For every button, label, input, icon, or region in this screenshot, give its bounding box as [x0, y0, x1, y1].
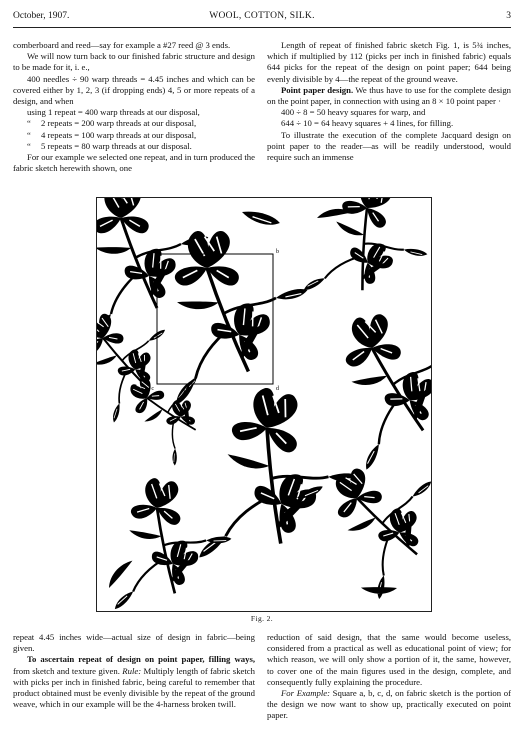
list-item — [13, 118, 255, 129]
corner-label-a: a — [151, 249, 154, 255]
header-rule — [13, 27, 511, 28]
corner-label-b: b — [276, 249, 279, 255]
paragraph-text: Multiply length of fabric sketch with picks per inch in finished fabric, being careful to remember that product obtained must be evenly divisible by the repeat of the ground weave, which in our example will be the 4-harness broken twill. — [13, 665, 256, 710]
rule-label: Rule: — [122, 665, 142, 676]
section-heading: Point paper design. — [281, 84, 354, 95]
repeat-list — [13, 107, 255, 152]
top-left-column — [13, 40, 255, 174]
paragraph — [13, 654, 255, 710]
figure-caption: Fig. 2. — [250, 614, 274, 623]
paragraph: reduction of said design, that the same would become useless, considered from a practical as well as educational point of view; for which reason, we will only show a portion of it, the same, however, to cover one of the main figures used in the design, complete, and consequently fully explaining the procedure. — [267, 632, 511, 687]
paragraph: Length of repeat of finished fabric sketch Fig. 1, is 5¾ inches, which if multiplied by 112 (picks per inch in finished fabric) equals 644 picks for the repeat of the design on point paper; 644 being evenly divisible by 4—the repeat of the ground weave. — [267, 40, 511, 84]
paragraph: comberboard and reed—say for example a #27 reed @ 3 ends. — [13, 40, 231, 50]
paragraph-text: from sketch and texture given. — [13, 665, 123, 676]
running-header — [13, 11, 511, 25]
fabric-sketch-figure — [96, 197, 432, 612]
corner-label-c: c — [151, 386, 154, 392]
paragraph — [267, 85, 511, 107]
header-journal-title: WOOL, COTTON, SILK. — [209, 11, 315, 21]
bottom-left-column — [13, 632, 255, 710]
paragraph: 400 needles ÷ 90 warp threads = 4.45 inches and which can be covered either by 1, 2, 3 (if dropping ends) 4, 5 or more repeats of a design, and when — [13, 73, 255, 107]
ditto-mark: “ — [27, 118, 31, 129]
page-number: 3 — [506, 11, 511, 21]
paragraph: For our example we selected one repeat, and in turn produced the fabric sketch herewith shown, one — [13, 152, 255, 174]
section-heading: To ascertain repeat of design on point paper, filling ways, — [27, 654, 255, 665]
bottom-right-column — [267, 632, 511, 722]
ditto-mark: “ — [27, 129, 31, 140]
formula: 644 ÷ 10 = 64 heavy squares + 4 lines, for filling. — [281, 118, 454, 129]
formula: 400 ÷ 8 = 50 heavy squares for warp, and — [281, 107, 426, 118]
floral-pattern-illustration — [97, 198, 431, 611]
paragraph: To illustrate the execution of the complete Jacquard design on point paper to the reader—as will be readily understood, would require such an immense — [267, 129, 511, 163]
paragraph: repeat 4.45 inches wide—actual size of design in fabric—being given. — [13, 632, 255, 654]
list-item — [13, 130, 255, 141]
corner-label-d: d — [276, 386, 279, 392]
paragraph-text: We thus have to use for the complete design on the point paper, in connection with using an 8 × 10 point paper · — [267, 84, 512, 107]
example-label: For Example: — [281, 688, 330, 699]
list-item-text: 2 repeats = 200 warp threads at our disposal, — [41, 118, 197, 129]
list-item — [13, 107, 255, 118]
header-date: October, 1907. — [13, 11, 70, 21]
list-item — [13, 141, 255, 152]
ditto-mark: “ — [27, 140, 31, 151]
list-item-text: 5 repeats = 80 warp threads at our disposal. — [41, 140, 192, 151]
top-right-column — [267, 40, 511, 163]
paragraph — [267, 688, 511, 722]
list-item-text: 4 repeats = 100 warp threads at our disposal, — [41, 129, 197, 140]
paragraph-text: Square a, b, c, d, on fabric sketch is the portion of the design we now want to show up, practically executed on point paper. — [267, 688, 511, 721]
paragraph: We will now turn back to our finished fabric structure and design to be made for it, i. e., — [13, 51, 255, 73]
list-item-text: using 1 repeat = 400 warp threads at our disposal, — [27, 107, 200, 118]
